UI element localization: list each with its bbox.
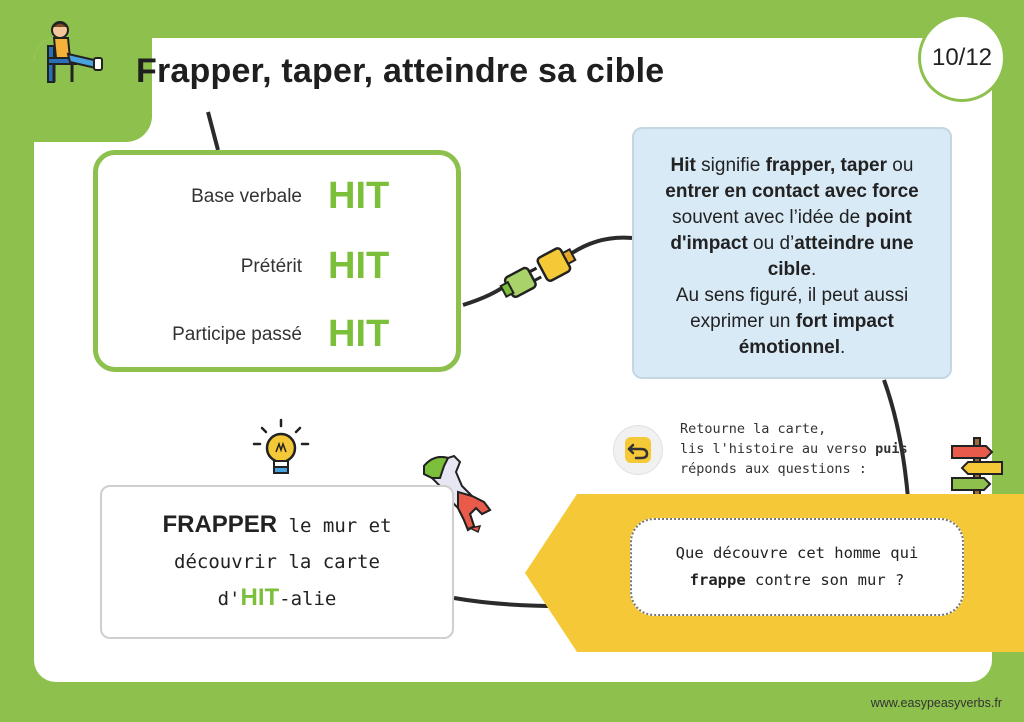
instructions-line: lis l'histoire au verso puis (680, 441, 908, 457)
def-text: souvent avec l’idée de (672, 207, 866, 228)
def-text: ou (887, 155, 914, 176)
question-box (630, 518, 964, 616)
conjugation-label: Participe passé (172, 323, 302, 345)
conjugation-value: HIT (328, 245, 390, 287)
mnemonic-line: FRAPPER le mur et (162, 511, 392, 538)
plug-icon (495, 240, 581, 306)
mnemonic-line: découvrir la carte (174, 551, 380, 573)
question-line: Que découvre cet homme qui (675, 544, 919, 562)
conjugation-label: Prétérit (240, 255, 302, 277)
conjugation-box (93, 150, 461, 372)
mnemonic-box (100, 485, 454, 639)
def-bold: point d'impact (670, 207, 912, 254)
instructions-line: Retourne la carte, (680, 421, 827, 437)
back-arrow-icon (623, 435, 653, 465)
relaxing-man-icon (34, 16, 106, 88)
def-bold: fort impact émotionnel (738, 311, 894, 358)
def-bold: Hit (670, 155, 696, 176)
conjugation-label: Base verbale (191, 185, 302, 207)
flip-card-button[interactable] (613, 425, 663, 475)
conjugation-value: HIT (328, 175, 390, 217)
conjugation-row-preterit (241, 245, 398, 288)
definition-box (632, 127, 952, 379)
def-text: . (840, 337, 846, 358)
signpost-icon (946, 434, 1008, 500)
mnemonic-line: d'HIT-alie (217, 584, 337, 611)
conjugation-value: HIT (328, 313, 390, 355)
instructions-line: réponds aux questions : (680, 461, 867, 477)
def-text: Au sens figuré, il peut aussi exprimer un (675, 285, 909, 332)
def-text: . (811, 259, 817, 280)
question-line: frappe contre son mur ? (689, 571, 905, 589)
page-title: Frapper, taper, atteindre sa cible (136, 52, 665, 90)
conjugation-row-base (191, 175, 398, 218)
def-bold: frapper, taper (765, 155, 888, 176)
page-indicator: 10/12 (918, 14, 1006, 102)
instructions (680, 419, 908, 479)
def-text: ou d’ (747, 233, 795, 254)
def-bold: entrer en contact avec force (665, 181, 919, 202)
lightbulb-icon (250, 418, 312, 484)
def-text: signifie (695, 155, 766, 176)
website-footer: www.easypeasyverbs.fr (870, 696, 1002, 710)
conjugation-row-participle (172, 313, 398, 356)
def-bold: atteindre une cible (767, 233, 914, 280)
